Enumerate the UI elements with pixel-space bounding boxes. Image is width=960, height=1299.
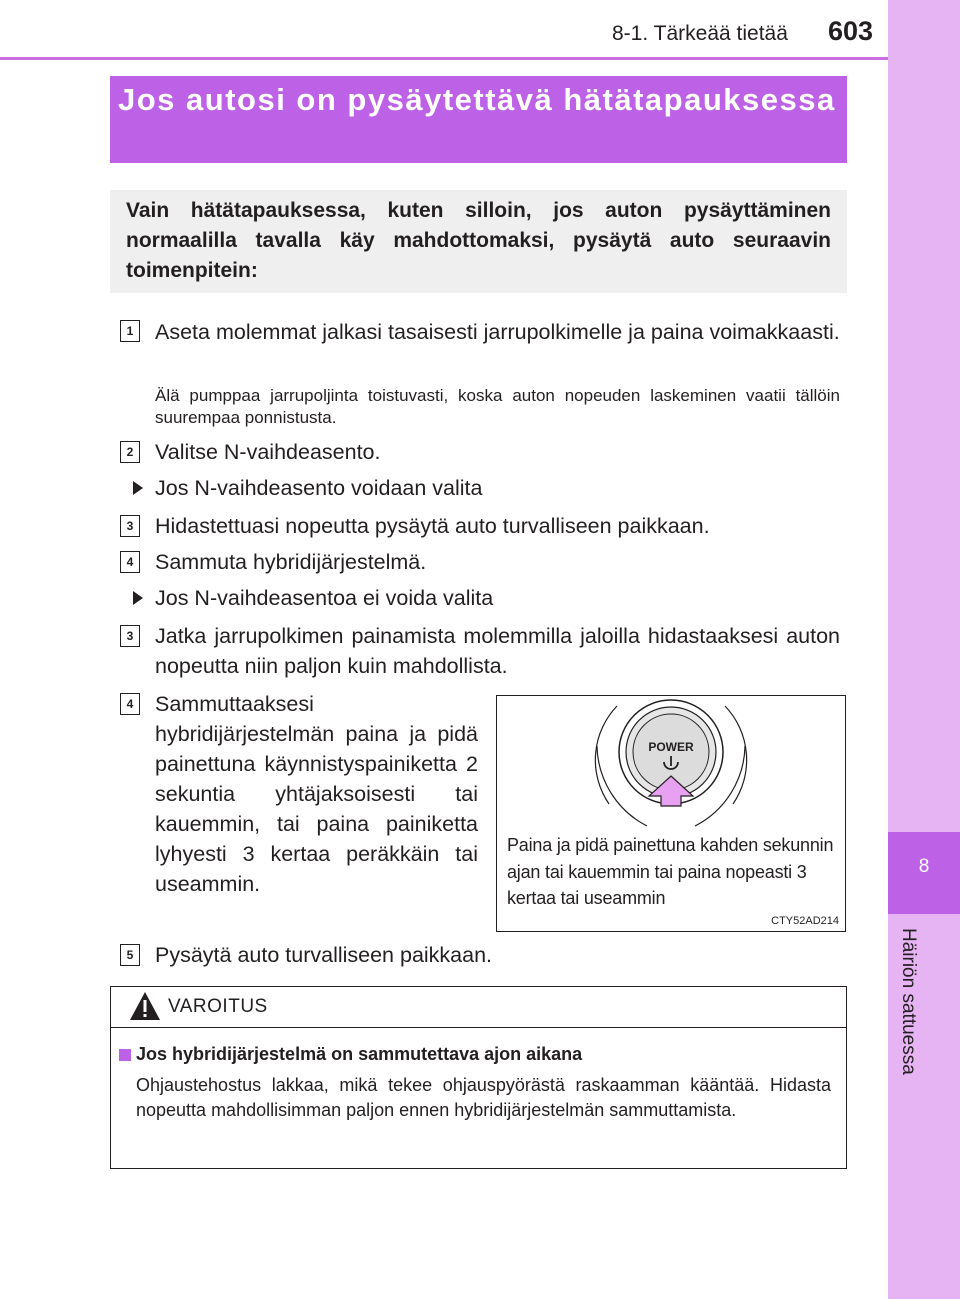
section-label: 8-1. Tärkeää tietää <box>612 22 788 45</box>
step-number: 2 <box>120 441 140 463</box>
warning-header <box>111 987 846 1028</box>
chapter-number[interactable]: 8 <box>888 832 960 914</box>
condition-heading: Jos N-vaihdeasentoa ei voida valita <box>155 586 494 610</box>
step-text: Sammuttaaksesi hybridijärjestelmän paina ja pidä painettuna käynnistyspainiketta 2 sekuntia yhtäjaksoisesti tai kauemmin, tai paina painiketta lyhyesti 3 kertaa peräkkäin tai useammin. <box>155 692 478 896</box>
intro-box <box>110 190 847 293</box>
step-number: 5 <box>120 944 140 966</box>
page-number: 603 <box>828 16 874 46</box>
power-button-label: POWER <box>648 740 694 754</box>
square-bullet-icon <box>119 1049 131 1061</box>
power-button-icon <box>497 696 845 831</box>
warning-text: Ohjaustehostus lakkaa, mikä tekee ohjauspyörästä raskaamman kääntää. Hidasta nopeutta mahdollisimman paljon ennen hybridijärjestelmän sammuttamista. <box>136 1075 831 1120</box>
title-banner <box>110 76 847 163</box>
power-button-figure <box>496 695 846 932</box>
step-number: 4 <box>120 551 140 573</box>
step-note: Älä pumppaa jarrupoljinta toistuvasti, koska auton nopeuden laskeminen vaatii tällöin suurempaa ponnistusta. <box>155 386 840 427</box>
step-number: 4 <box>120 693 140 715</box>
side-tab <box>888 0 960 1299</box>
intro-text: Vain hätätapauksessa, kuten silloin, jos auton pysäyttäminen normaalilla tavalla käy mahdottomaksi, pysäytä auto seuraavin toimenpitein: <box>126 199 831 282</box>
warning-box <box>110 986 847 1169</box>
step-text: Jatka jarrupolkimen painamista molemmilla jaloilla hidastaaksesi auton nopeutta niin paljon kuin mahdollista. <box>155 624 840 678</box>
warning-label: VAROITUS <box>168 996 268 1017</box>
step-number: 1 <box>120 320 140 342</box>
step-text: Pysäytä auto turvalliseen paikkaan. <box>155 943 493 967</box>
triangle-bullet-icon <box>133 591 143 605</box>
condition-heading: Jos N-vaihdeasento voidaan valita <box>155 476 483 500</box>
step-text: Hidastettuasi nopeutta pysäytä auto turvalliseen paikkaan. <box>155 514 710 538</box>
step-number: 3 <box>120 625 140 647</box>
triangle-bullet-icon <box>133 481 143 495</box>
step-text: Sammuta hybridijärjestelmä. <box>155 550 427 574</box>
warning-title: Jos hybridijärjestelmä on sammutettava ajon aikana <box>136 1044 583 1064</box>
figure-caption: Paina ja pidä painettuna kahden sekunnin ajan tai kauemmin tai paina nopeasti 3 kertaa tai useammin <box>507 835 834 908</box>
page-title: Jos autosi on pysäytettävä hätätapauksessa <box>118 82 836 117</box>
chapter-title: Häiriön sattuessa <box>898 928 919 1075</box>
figure-code: CTY52AD214 <box>771 915 839 927</box>
header-rule <box>0 57 888 60</box>
step-number: 3 <box>120 515 140 537</box>
step-text: Aseta molemmat jalkasi tasaisesti jarrupolkimelle ja paina voimakkaasti. <box>155 320 840 344</box>
step-text: Valitse N-vaihdeasento. <box>155 440 381 464</box>
warning-triangle-icon <box>129 991 161 1021</box>
